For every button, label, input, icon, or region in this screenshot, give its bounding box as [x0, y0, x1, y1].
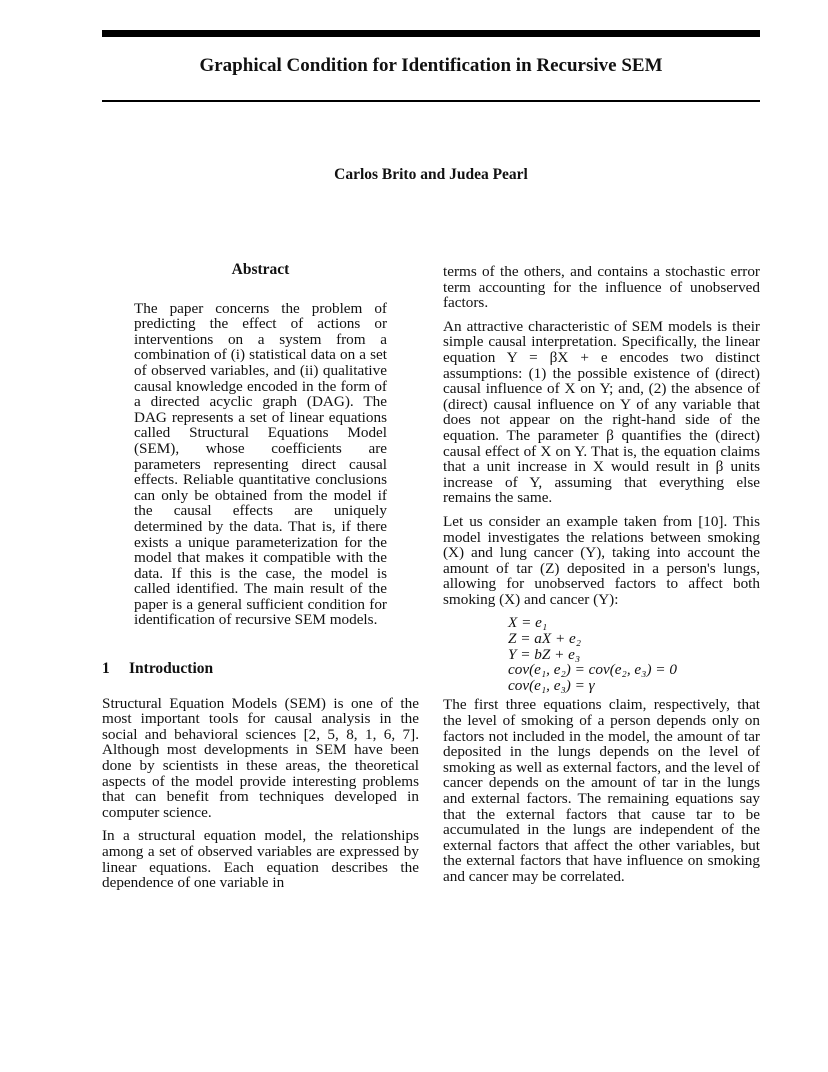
abstract-text: The paper concerns the problem of predicting the effect of actions or interventions on a system from a combination of (i) statistical data on a set of observed variables, and (ii) qualitative causal knowledge encoded in the form of a directed acyclic graph (DAG). The DAG represents a set of linear equations called Structural Equations Model (SEM), whose coefficients are parameters representing direct causal effects. Reliable quantitative conclusions can only be obtained from the model if the causal effects are uniquely determined by the data. That is, if there exists a unique parameterization for the model that makes it compatible with the data. If this is the case, the model is called identified. The main result of the paper is a general sufficient condition for identification of recursive SEM models. [134, 299, 387, 629]
section-heading [102, 661, 419, 677]
right-paragraph-1: terms of the others, and contains a stochastic error term accounting for the influence of unobserved factors. [443, 263, 760, 312]
paper-title: Graphical Condition for Identification in Recursive SEM [199, 55, 663, 76]
right-paragraph-4: The first three equations claim, respectively, that the level of smoking of a person depends only on factors not included in the model, the amount of tar deposited in the lungs depends on the level of smoking as well as external factors, and the level of cancer depends on the amount of tar in the lungs and external factors. The remaining equations say that the external factors that cause tar to be accumulated in the lungs are independent of the external factors that affect the other variables, but the external factors that have influence on smoking and cancer may be correlated. [443, 696, 760, 885]
equation-line: Y = bZ + e₃ [508, 645, 581, 663]
abstract-body [134, 301, 387, 628]
left-column [102, 262, 419, 899]
section-title: Introduction [129, 660, 214, 678]
intro-paragraph-1: Structural Equation Models (SEM) is one of the most important tools for causal analysis in the social and behavioral sciences [2, 5, 8, 1, 6, 7]. Although most developments in SEM have been done by scientists in these areas, the theoretical aspects of the model provide interesting problems that can benefit from techniques developed in computer science. [102, 694, 419, 821]
top-rule [102, 30, 760, 37]
equation-line: cov(e₁, e₂) = cov(e₂, e₃) = 0 [508, 661, 677, 679]
section-number: 1 [102, 660, 110, 678]
equation-line: X = e₁ [508, 614, 548, 632]
right-paragraph-2: An attractive characteristic of SEM models is their simple causal interpretation. Specifically, the linear equation Y = βX + e encodes two distinct assumptions: (1) the possible existence of (direct) causal influence of X on Y; and, (2) the absence of (direct) causal influence on Y of any variable that does not appear on the right-hand side of the equation. The parameter β quantifies the (direct) causal effect of X on Y. That is, the equation claims that a unit increase in X would result in β units increase of Y, assuming that everything else remains the same. [443, 317, 760, 507]
equation-line: Z = aX + e₂ [508, 630, 582, 648]
title-rule [102, 100, 760, 102]
right-column [443, 264, 760, 893]
abstract-heading: Abstract [231, 261, 290, 278]
right-paragraph-3: Let us consider an example taken from [10]. This model investigates the relations between smoking (X) and lung cancer (Y), taking into account the amount of tar (Z) deposited in a person's lungs, allowing for unobserved factors to affect both smoking (X) and cancer (Y): [443, 512, 760, 608]
equation-line: cov(e₁, e₃) = γ [508, 676, 595, 694]
intro-paragraph-2: In a structural equation model, the relationships among a set of observed variables are expressed by linear equations. Each equation describes the dependence of one variable in [102, 827, 419, 892]
equation-block [508, 615, 760, 693]
authors: Carlos Brito and Judea Pearl [334, 166, 528, 183]
